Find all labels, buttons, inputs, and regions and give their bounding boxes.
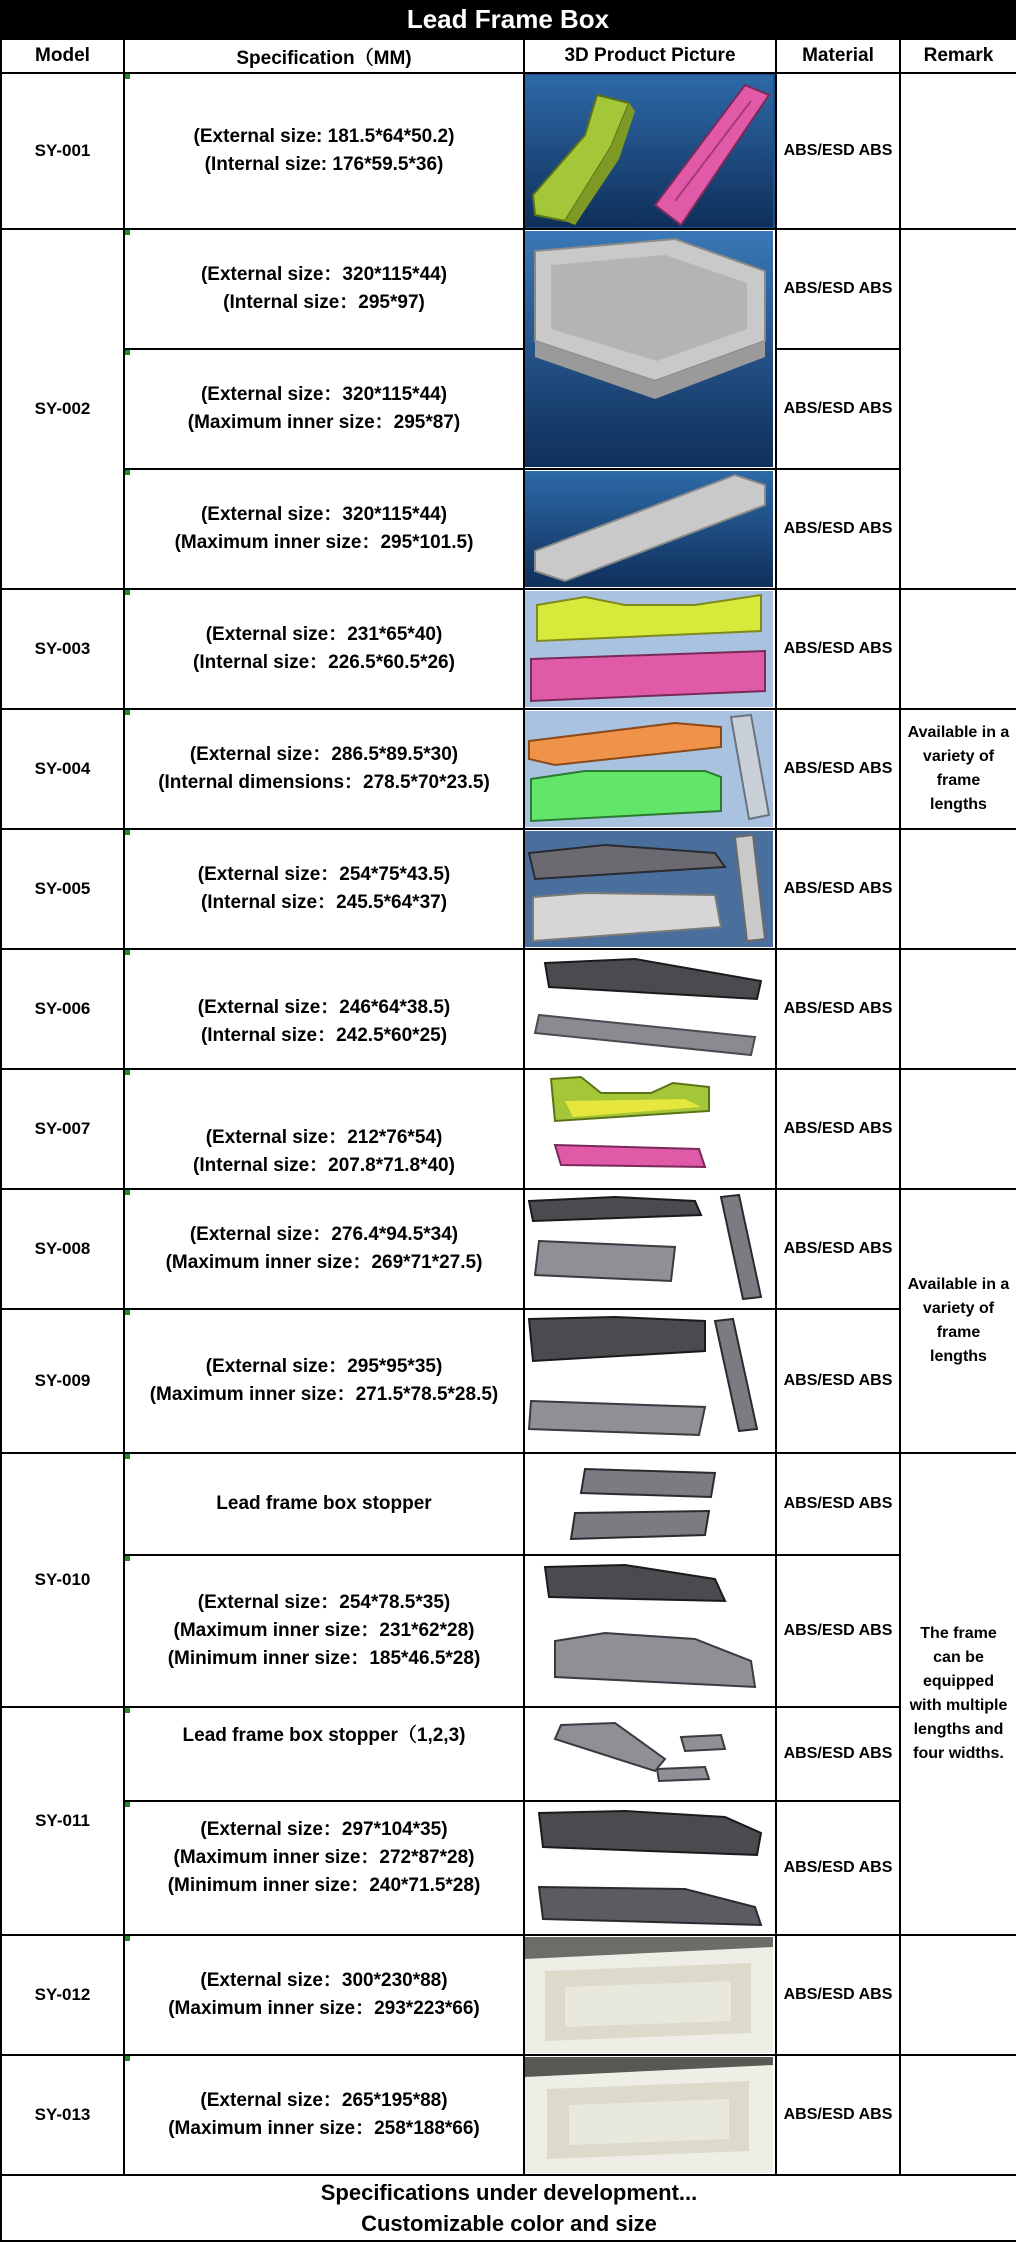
material-cell: ABS/ESD ABS (776, 1801, 900, 1935)
header-material: Material (776, 39, 900, 73)
material-cell: ABS/ESD ABS (776, 229, 900, 349)
model-cell: SY-008 (1, 1189, 124, 1309)
tray-illustration (525, 831, 773, 947)
remark-cell (900, 949, 1016, 1069)
footer-note (1, 2175, 1016, 2241)
spec-line: (External size：297*104*35) (200, 1819, 448, 1840)
spec-line: (External size：231*65*40) (205, 624, 443, 645)
spec-cell (124, 1189, 524, 1309)
table-row (1, 949, 1016, 1069)
spec-cell (124, 229, 524, 349)
spec-cell (124, 1707, 524, 1801)
footer-line: Customizable color and size (361, 2211, 657, 2236)
table-row (1, 1707, 1016, 1801)
remark-cell (900, 73, 1016, 229)
remark-cell (900, 589, 1016, 709)
material-cell: ABS/ESD ABS (776, 1453, 900, 1555)
spec-line: (External size：300*230*88) (200, 1970, 448, 1991)
material-cell: ABS/ESD ABS (776, 2055, 900, 2175)
tray-illustration (525, 1191, 773, 1307)
product-picture (524, 949, 776, 1069)
material-cell: ABS/ESD ABS (776, 1189, 900, 1309)
table-row (1, 1555, 1016, 1707)
model-cell: SY-004 (1, 709, 124, 829)
product-picture (524, 829, 776, 949)
spec-line: (External size：246*64*38.5) (197, 997, 451, 1018)
spec-line: (Internal dimensions：278.5*70*23.5) (158, 772, 490, 793)
model-cell: SY-007 (1, 1069, 124, 1189)
model-cell: SY-009 (1, 1309, 124, 1453)
spec-line: (Maximum inner size：269*71*27.5) (165, 1252, 483, 1273)
product-table (0, 38, 1016, 2242)
remark-cell: Available in a variety of frame lengths (900, 709, 1016, 829)
material-cell: ABS/ESD ABS (776, 1935, 900, 2055)
product-picture (524, 589, 776, 709)
spec-line: (Internal size：207.8*71.8*40) (193, 1155, 455, 1176)
material-cell: ABS/ESD ABS (776, 1069, 900, 1189)
table-row (1, 2055, 1016, 2175)
material-cell: ABS/ESD ABS (776, 73, 900, 229)
product-picture (524, 1801, 776, 1935)
remark-cell (900, 1935, 1016, 2055)
spec-cell (124, 349, 524, 469)
spec-line: (External size：265*195*88) (200, 2090, 448, 2111)
remark-cell (900, 1069, 1016, 1189)
spec-cell (124, 1069, 524, 1189)
material-cell: ABS/ESD ABS (776, 469, 900, 589)
box-photo (525, 2057, 773, 2173)
spec-line: (External size：286.5*89.5*30) (189, 744, 459, 765)
tray-illustration (525, 1803, 773, 1933)
spec-line: (External size：276.4*94.5*34) (189, 1224, 459, 1245)
model-cell: SY-013 (1, 2055, 124, 2175)
spec-line: (Maximum inner size：293*223*66) (168, 1998, 480, 2019)
product-picture (524, 229, 776, 469)
product-picture (524, 1555, 776, 1707)
spec-line: (External size：254*75*43.5) (197, 864, 451, 885)
product-picture (524, 2055, 776, 2175)
spec-line: (External size：295*95*35) (205, 1356, 443, 1377)
spec-cell (124, 1801, 524, 1935)
table-row (1, 829, 1016, 949)
spec-line: (Internal size: 176*59.5*36) (204, 154, 444, 175)
product-picture (524, 1189, 776, 1309)
product-picture (524, 1069, 776, 1189)
header-picture: 3D Product Picture (524, 39, 776, 73)
spec-line: (External size：320*115*44) (200, 264, 448, 285)
material-cell: ABS/ESD ABS (776, 589, 900, 709)
spec-line: (Internal size：245.5*64*37) (200, 892, 448, 913)
spec-line: (External size：320*115*44) (200, 504, 448, 525)
spec-line: (External size: 181.5*64*50.2) (193, 126, 455, 147)
spec-cell (124, 469, 524, 589)
spec-cell (124, 949, 524, 1069)
product-picture (524, 1935, 776, 2055)
spec-line: (Maximum inner size：295*87) (187, 412, 461, 433)
product-picture (524, 1309, 776, 1453)
material-cell: ABS/ESD ABS (776, 349, 900, 469)
product-picture (524, 1707, 776, 1801)
table-row (1, 349, 1016, 469)
spec-line: (Internal size：242.5*60*25) (200, 1025, 448, 1046)
header-model: Model (1, 39, 124, 73)
remark-cell: The frame can be equipped with multiple lengths and four widths. (900, 1453, 1016, 1935)
tray-illustration (525, 711, 773, 827)
product-picture (524, 1453, 776, 1555)
material-cell: ABS/ESD ABS (776, 829, 900, 949)
spec-line: (Maximum inner size：272*87*28) (173, 1847, 475, 1868)
material-cell: ABS/ESD ABS (776, 949, 900, 1069)
product-picture (524, 709, 776, 829)
spec-line: (Maximum inner size：258*188*66) (168, 2118, 480, 2139)
remark-cell (900, 2055, 1016, 2175)
spec-line: (External size：320*115*44) (200, 384, 448, 405)
remark-cell (900, 829, 1016, 949)
spec-cell (124, 1453, 524, 1555)
model-cell: SY-002 (1, 229, 124, 589)
spec-cell (124, 589, 524, 709)
box-photo (525, 1937, 773, 2053)
spec-line: (Internal size：295*97) (223, 292, 425, 313)
tray-illustration (525, 1709, 773, 1799)
table-row (1, 1189, 1016, 1309)
material-cell: ABS/ESD ABS (776, 1555, 900, 1707)
table-row (1, 1309, 1016, 1453)
spec-line: (External size：254*78.5*35) (197, 1592, 451, 1613)
spec-line: (Maximum inner size：231*62*28) (173, 1620, 475, 1641)
table-row (1, 73, 1016, 229)
spec-line: (Minimum inner size：185*46.5*28) (167, 1648, 481, 1669)
tray-illustration (525, 1455, 773, 1553)
spec-line: Lead frame box stopper（1,2,3) (182, 1725, 466, 1746)
header-row (1, 39, 1016, 73)
spec-line: (Minimum inner size：240*71.5*28) (167, 1875, 481, 1896)
tray-illustration (525, 1557, 773, 1705)
model-cell: SY-010 (1, 1453, 124, 1707)
model-cell: SY-012 (1, 1935, 124, 2055)
tray-illustration (525, 471, 773, 587)
header-spec: Specification（MM) (124, 39, 524, 73)
tray-illustration (525, 1071, 773, 1187)
spec-line: (Internal size：226.5*60.5*26) (193, 652, 455, 673)
spec-line: (External size：212*76*54) (205, 1127, 443, 1148)
footer-row (1, 2175, 1016, 2241)
spec-line: Lead frame box stopper (216, 1493, 432, 1514)
tray-illustration (525, 231, 773, 467)
spec-line: (Maximum inner size：295*101.5) (174, 532, 474, 553)
spec-cell (124, 1935, 524, 2055)
remark-cell (900, 229, 1016, 589)
model-cell: SY-003 (1, 589, 124, 709)
table-row (1, 469, 1016, 589)
header-remark: Remark (900, 39, 1016, 73)
spec-cell (124, 1309, 524, 1453)
material-cell: ABS/ESD ABS (776, 1707, 900, 1801)
spec-cell (124, 1555, 524, 1707)
product-picture (524, 73, 776, 229)
tray-illustration (525, 951, 773, 1067)
spec-cell (124, 709, 524, 829)
spec-cell (124, 73, 524, 229)
table-row (1, 229, 1016, 349)
model-cell: SY-011 (1, 1707, 124, 1935)
product-picture (524, 469, 776, 589)
footer-line: Specifications under development... (320, 2180, 698, 2205)
sheet-title: Lead Frame Box (0, 0, 1016, 38)
table-row (1, 1069, 1016, 1189)
material-cell: ABS/ESD ABS (776, 1309, 900, 1453)
table-row (1, 589, 1016, 709)
model-cell: SY-005 (1, 829, 124, 949)
table-row (1, 1935, 1016, 2055)
spec-line: (Maximum inner size：271.5*78.5*28.5) (149, 1384, 499, 1405)
model-cell: SY-001 (1, 73, 124, 229)
tray-illustration (525, 591, 773, 707)
table-row (1, 709, 1016, 829)
spec-cell (124, 829, 524, 949)
table-row (1, 1453, 1016, 1555)
material-cell: ABS/ESD ABS (776, 709, 900, 829)
remark-cell: Available in a variety of frame lengths (900, 1189, 1016, 1453)
spec-cell (124, 2055, 524, 2175)
tray-illustration (525, 1311, 773, 1451)
table-row (1, 1801, 1016, 1935)
model-cell: SY-006 (1, 949, 124, 1069)
tray-illustration (525, 75, 773, 227)
